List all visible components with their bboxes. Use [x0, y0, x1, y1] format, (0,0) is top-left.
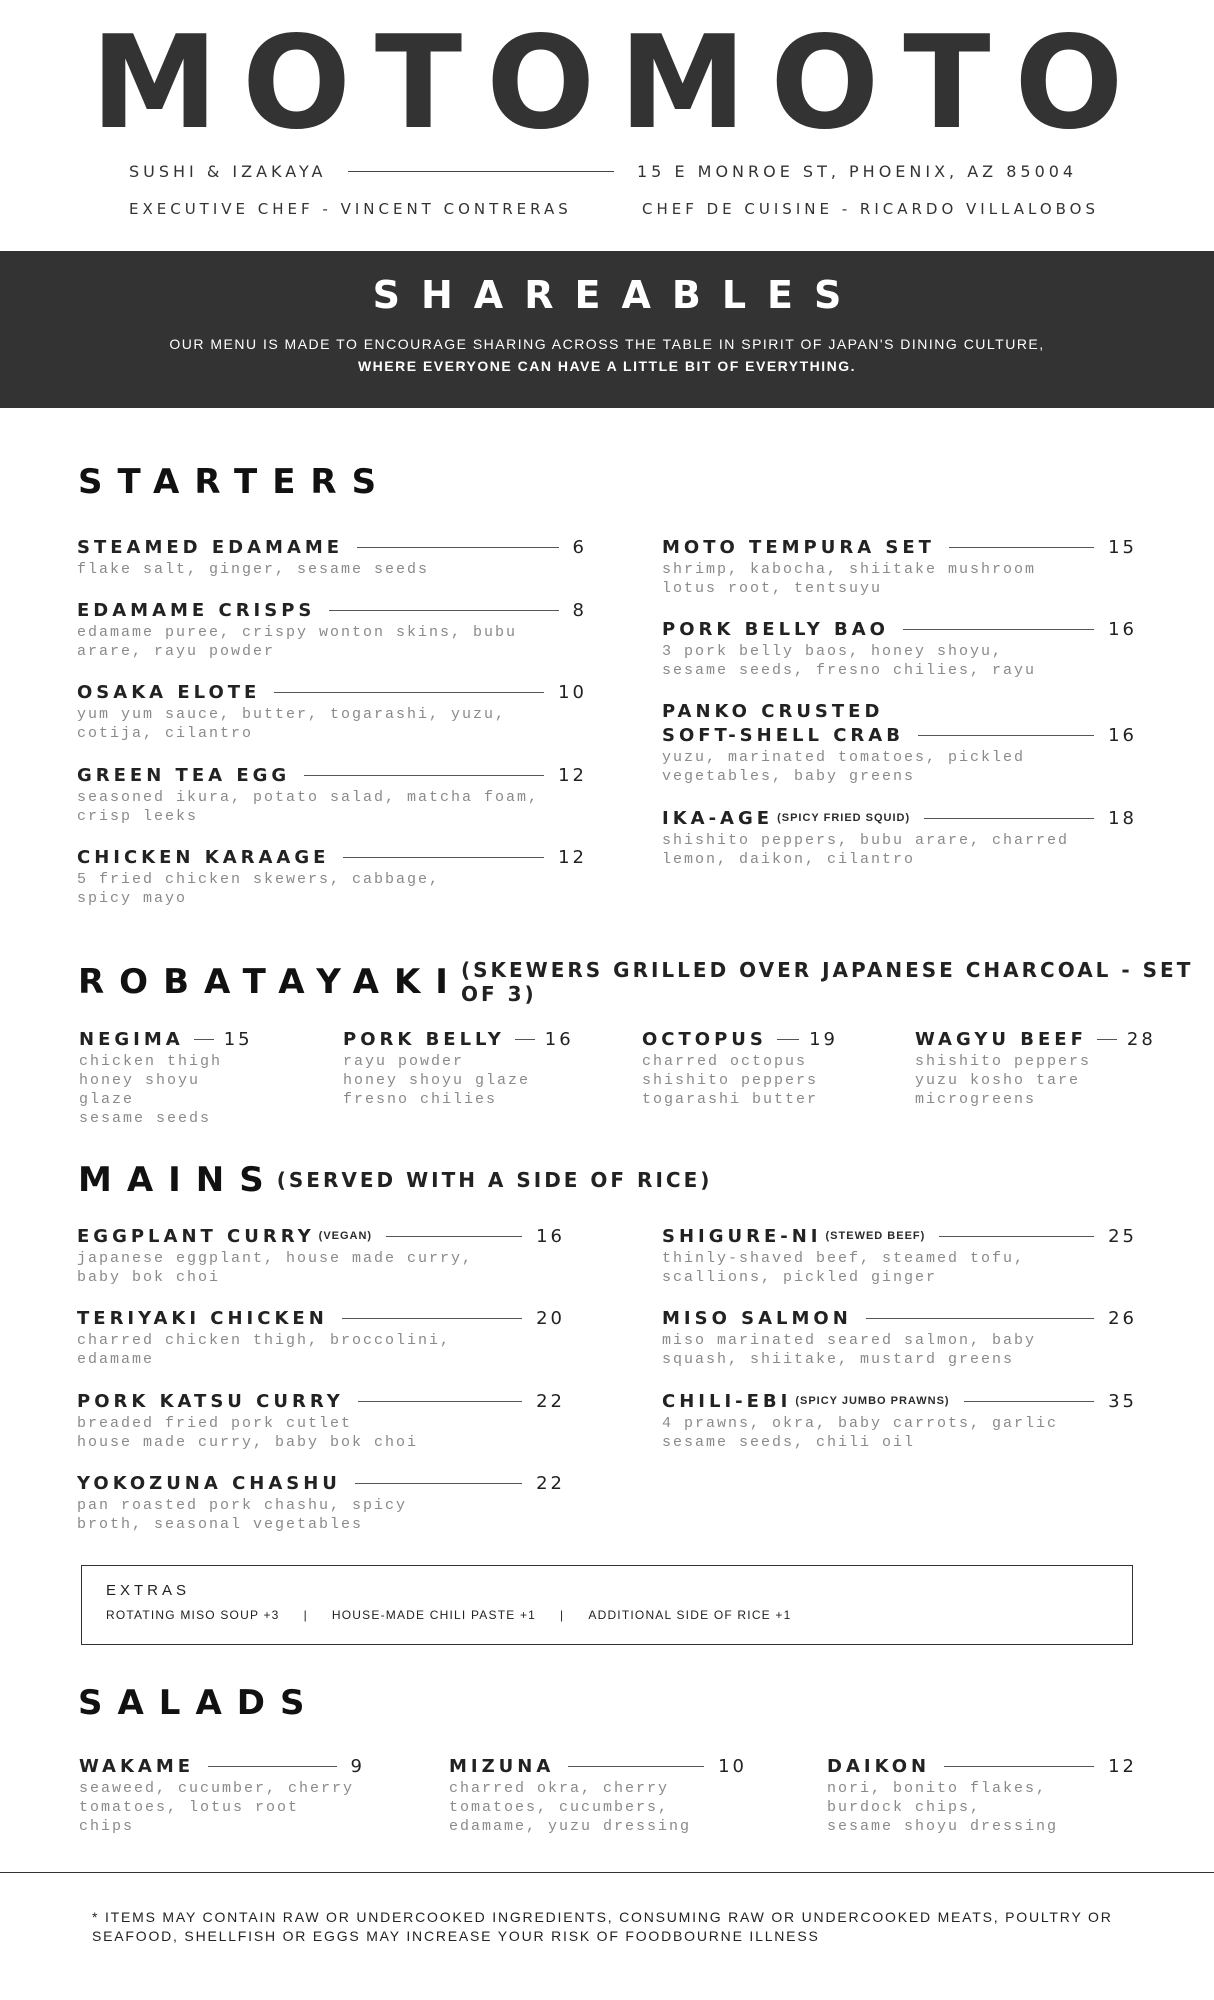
executive-chef: EXECUTIVE CHEF - VINCENT CONTRERAS — [129, 200, 572, 218]
banner-line-1: OUR MENU IS MADE TO ENCOURAGE SHARING ACROSS THE TABLE IN SPIRIT OF JAPAN'S DINING CULTURE, — [169, 336, 1045, 352]
item-name: OSAKA ELOTE — [77, 681, 261, 703]
restaurant-logo: MOTOMOTO — [90, 8, 1148, 158]
menu-item — [827, 1754, 1137, 1836]
item-price: 15 — [223, 1028, 253, 1050]
header-divider — [348, 171, 614, 172]
item-name: WAKAME — [79, 1755, 195, 1777]
menu-item — [662, 806, 1137, 869]
item-name: GREEN TEA EGG — [77, 764, 291, 786]
shareables-banner — [0, 251, 1214, 408]
menu-item — [77, 1306, 565, 1369]
item-name: DAIKON — [827, 1755, 931, 1777]
leader-line — [358, 1401, 522, 1402]
menu-item — [662, 1389, 1137, 1452]
leader-line — [342, 1318, 522, 1319]
item-price: 22 — [536, 1390, 565, 1412]
leader-line — [386, 1236, 522, 1237]
item-name: WAGYU BEEF — [915, 1028, 1087, 1050]
extras-box — [81, 1565, 1133, 1645]
item-price: 6 — [572, 536, 587, 558]
item-price: 25 — [1108, 1225, 1137, 1247]
leader-line — [355, 1483, 522, 1484]
extra-item: ROTATING MISO SOUP +3 — [106, 1608, 280, 1622]
menu-item — [77, 763, 587, 826]
item-name: PORK BELLY BAO — [662, 618, 889, 640]
item-note: (SPICY FRIED SQUID) — [777, 812, 911, 824]
menu-item — [662, 1306, 1137, 1369]
menu-item — [642, 1027, 838, 1109]
item-description: flake salt, ginger, sesame seeds — [77, 561, 430, 578]
leader-line — [924, 818, 1094, 819]
item-name: SOFT-SHELL CRAB — [662, 724, 904, 746]
item-price: 12 — [1108, 1755, 1137, 1777]
leader-line — [939, 1236, 1094, 1237]
item-price: 16 — [544, 1028, 574, 1050]
item-price: 18 — [1108, 807, 1137, 829]
item-description: yuzu, marinated tomatoes, pickled vegetables, baby greens — [662, 749, 1026, 785]
allergy-footnote: * ITEMS MAY CONTAIN RAW OR UNDERCOOKED INGREDIENTS, CONSUMING RAW OR UNDERCOOKED MEATS, POULTRY OR SEAFOOD, SHELLFISH OR EGGS MAY INCREASE YOUR RISK OF FOODBOURNE ILLNESS — [92, 1909, 1113, 1944]
item-description: charred octopus shishito peppers togarashi butter — [642, 1053, 819, 1108]
leader-line — [866, 1318, 1094, 1319]
leader-line — [329, 610, 558, 611]
item-description: chicken thigh honey shoyu glaze sesame seeds — [79, 1053, 223, 1127]
extras-title: EXTRAS — [106, 1582, 191, 1599]
item-name: CHILI-EBI — [662, 1390, 792, 1412]
leader-line — [274, 692, 544, 693]
menu-item — [915, 1027, 1156, 1109]
leader-line — [208, 1766, 336, 1767]
item-price: 10 — [558, 681, 587, 703]
menu-item — [343, 1027, 574, 1109]
item-description: pan roasted pork chashu, spicy broth, seasonal vegetables — [77, 1497, 408, 1533]
item-note: (STEWED BEEF) — [825, 1230, 926, 1242]
item-price: 16 — [536, 1225, 565, 1247]
leader-line — [944, 1766, 1094, 1767]
item-name: STEAMED EDAMAME — [77, 536, 344, 558]
item-name: SHIGURE-NI — [662, 1225, 822, 1247]
leader-line — [515, 1039, 535, 1040]
item-description: seasoned ikura, potato salad, matcha foam, crisp leeks — [77, 789, 540, 825]
item-name: CHICKEN KARAAGE — [77, 846, 330, 868]
menu-item — [77, 845, 587, 908]
leader-line — [304, 775, 544, 776]
leader-line — [1097, 1039, 1117, 1040]
item-name: OCTOPUS — [642, 1028, 767, 1050]
item-description: nori, bonito flakes, burdock chips, sesame shoyu dressing — [827, 1780, 1059, 1835]
item-price: 28 — [1126, 1028, 1156, 1050]
item-price: 20 — [536, 1307, 565, 1329]
leader-line — [194, 1039, 214, 1040]
item-name: EGGPLANT CURRY — [77, 1225, 315, 1247]
item-description: breaded fried pork cutlet house made curry, baby bok choi — [77, 1415, 419, 1451]
item-description: seaweed, cucumber, cherry tomatoes, lotus root chips — [79, 1780, 355, 1835]
menu-item — [662, 617, 1137, 680]
item-description: charred okra, cherry tomatoes, cucumbers, edamame, yuzu dressing — [449, 1780, 692, 1835]
item-name: YOKOZUNA CHASHU — [77, 1472, 341, 1494]
item-description: shishito peppers, bubu arare, charred lemon, daikon, cilantro — [662, 832, 1070, 868]
mains-note: (SERVED WITH A SIDE OF RICE) — [276, 1168, 713, 1192]
leader-line — [949, 547, 1094, 548]
item-name: IKA-AGE — [662, 807, 774, 829]
item-description: japanese eggplant, house made curry, baby bok choi — [77, 1250, 474, 1286]
menu-item — [79, 1027, 251, 1128]
item-description: shrimp, kabocha, shiitake mushroom lotus root, tentsuyu — [662, 561, 1037, 597]
footer-divider — [0, 1872, 1214, 1873]
item-name: PORK BELLY — [343, 1028, 505, 1050]
extra-item: HOUSE-MADE CHILI PASTE +1 — [331, 1608, 537, 1622]
item-price: 26 — [1108, 1307, 1137, 1329]
item-price: 12 — [558, 764, 587, 786]
item-price: 8 — [572, 599, 587, 621]
leader-line — [918, 735, 1094, 736]
item-name: MIZUNA — [449, 1755, 555, 1777]
leader-line — [777, 1039, 799, 1040]
item-description: charred chicken thigh, broccolini, edamame — [77, 1332, 452, 1368]
chef-de-cuisine: CHEF DE CUISINE - RICARDO VILLALOBOS — [642, 200, 1100, 218]
menu-item — [77, 1389, 565, 1452]
extras-list — [106, 1608, 792, 1622]
item-name: MOTO TEMPURA SET — [662, 536, 935, 558]
item-name: TERIYAKI CHICKEN — [77, 1307, 328, 1329]
menu-item — [77, 1224, 565, 1287]
item-note: (VEGAN) — [318, 1230, 373, 1242]
extra-item: ADDITIONAL SIDE OF RICE +1 — [588, 1608, 792, 1622]
item-name-line-1: PANKO CRUSTED — [662, 700, 884, 722]
item-description: miso marinated seared salmon, baby squash, shiitake, mustard greens — [662, 1332, 1037, 1368]
starters-title: STARTERS — [78, 462, 392, 502]
item-name: EDAMAME CRISPS — [77, 599, 316, 621]
banner-line-2: WHERE EVERYONE CAN HAVE A LITTLE BIT OF EVERYTHING. — [357, 358, 857, 374]
robatayaki-header — [78, 958, 1214, 1006]
extras-separator: | — [303, 1608, 308, 1622]
menu-item — [662, 699, 1137, 786]
item-description: 3 pork belly baos, honey shoyu, sesame seeds, fresno chilies, rayu — [662, 643, 1037, 679]
item-name: MISO SALMON — [662, 1307, 852, 1329]
leader-line — [964, 1401, 1095, 1402]
extras-separator: | — [560, 1608, 565, 1622]
leader-line — [568, 1766, 704, 1767]
mains-header — [78, 1160, 712, 1200]
address: 15 E MONROE ST, PHOENIX, AZ 85004 — [637, 162, 1078, 181]
item-name: NEGIMA — [79, 1028, 184, 1050]
item-price: 10 — [718, 1755, 747, 1777]
item-name: PORK KATSU CURRY — [77, 1390, 344, 1412]
menu-item — [77, 598, 587, 661]
item-price: 9 — [350, 1755, 365, 1777]
mains-title: MAINS — [78, 1160, 279, 1200]
item-price: 15 — [1108, 536, 1137, 558]
menu-item — [77, 535, 587, 579]
leader-line — [357, 547, 558, 548]
item-description: 5 fried chicken skewers, cabbage, spicy mayo — [77, 871, 441, 907]
item-price: 16 — [1108, 724, 1137, 746]
item-price: 16 — [1108, 618, 1137, 640]
banner-title: SHAREABLES — [372, 273, 863, 317]
menu-item — [77, 680, 587, 743]
menu-item — [77, 1471, 565, 1534]
menu-item — [79, 1754, 365, 1836]
item-description: shishito peppers yuzu kosho tare microgreens — [915, 1053, 1092, 1108]
menu-item — [449, 1754, 747, 1836]
item-description: rayu powder honey shoyu glaze fresno chilies — [343, 1053, 531, 1108]
item-description: thinly-shaved beef, steamed tofu, scallions, pickled ginger — [662, 1250, 1026, 1286]
tagline: SUSHI & IZAKAYA — [129, 162, 327, 181]
salads-title: SALADS — [78, 1683, 320, 1723]
item-description: yum yum sauce, butter, togarashi, yuzu, cotija, cilantro — [77, 706, 507, 742]
item-price: 12 — [558, 846, 587, 868]
item-price: 35 — [1108, 1390, 1137, 1412]
menu-item — [662, 1224, 1137, 1287]
leader-line — [343, 857, 544, 858]
robatayaki-title: ROBATAYAKI — [78, 962, 463, 1002]
item-price: 22 — [536, 1472, 565, 1494]
leader-line — [903, 629, 1094, 630]
item-description: 4 prawns, okra, baby carrots, garlic sesame seeds, chili oil — [662, 1415, 1059, 1451]
item-description: edamame puree, crispy wonton skins, bubu arare, rayu powder — [77, 624, 518, 660]
item-note: (SPICY JUMBO PRAWNS) — [795, 1395, 950, 1407]
menu-item — [662, 535, 1137, 598]
item-price: 19 — [809, 1028, 838, 1050]
robatayaki-note: (SKEWERS GRILLED OVER JAPANESE CHARCOAL - SET OF 3) — [460, 958, 1194, 1006]
